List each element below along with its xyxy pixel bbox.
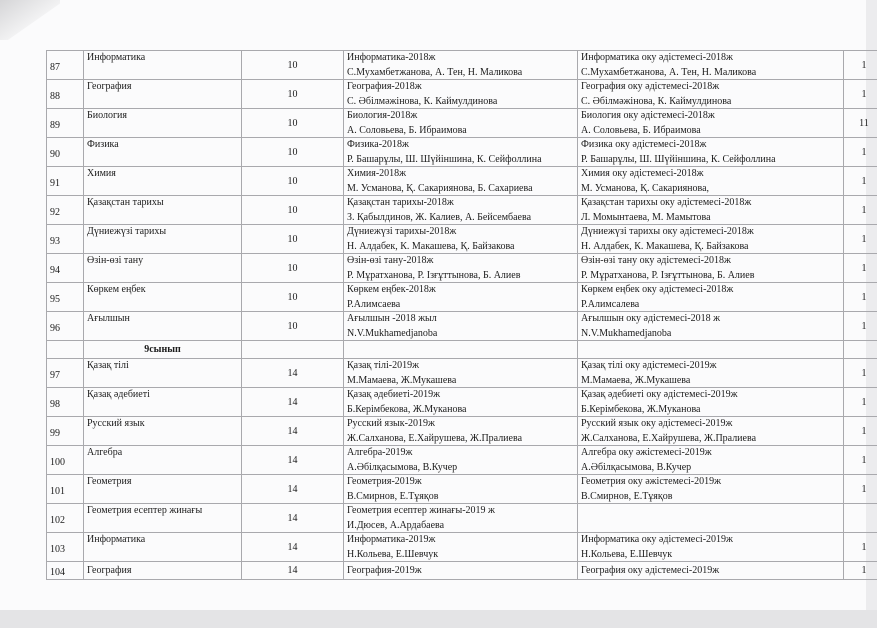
textbook-title: Дүниежүзі тарихы-2018ж [347, 226, 457, 237]
count-cell: 10 [242, 254, 344, 283]
guide-title: География оку әдістемесі-2019ж [578, 562, 844, 580]
count-cell: 14 [242, 417, 344, 446]
count-cell: 10 [242, 225, 344, 254]
quantity-cell [844, 504, 877, 533]
table-row [47, 446, 877, 475]
guide-title: Биология оку әдістемесі-2018ж [581, 110, 715, 121]
table-row [47, 504, 877, 533]
textbook-cell [344, 283, 578, 312]
textbook-authors: Н.Кольева, Е.Шевчук [347, 549, 439, 560]
textbook-table [46, 50, 877, 580]
guide-authors: А. Соловьева, Б. Ибраимова [581, 125, 701, 136]
table-row [47, 109, 877, 138]
textbook-title: Қазақ әдебиеті-2019ж [347, 389, 441, 400]
textbook-cell [344, 80, 578, 109]
guide-authors: Б.Керімбекова, Ж.Муканова [581, 404, 701, 415]
guide-title: Геометрия оку әжістемесі-2019ж [581, 476, 722, 487]
last-row-group [47, 562, 877, 580]
row-number: 89 [47, 109, 84, 138]
quantity-cell: 1 [844, 388, 877, 417]
guide-authors: С.Мухамбетжанова, А. Тен, Н. Маликова [581, 67, 757, 78]
count-cell: 10 [242, 196, 344, 225]
textbook-title: Русский язык-2019ж [347, 418, 435, 429]
subject-cell: Информатика [84, 51, 242, 80]
row-number: 87 [47, 51, 84, 80]
textbook-cell [344, 359, 578, 388]
count-cell: 10 [242, 109, 344, 138]
subject-cell: Өзін-өзі тану [84, 254, 242, 283]
table-row [47, 417, 877, 446]
guide-title: Информатика оку әдістемесі-2019ж [581, 534, 733, 545]
row-number: 104 [47, 562, 84, 580]
textbook-title: Алгебра-2019ж [347, 447, 413, 458]
quantity-cell: 1 [844, 475, 877, 504]
count-cell: 14 [242, 475, 344, 504]
textbook-authors: А.Әбілқасымова, В.Кучер [347, 462, 458, 473]
guide-authors: Р. Башарұлы, Ш. Шүйіншина, К. Сейфоллина [581, 154, 776, 165]
count-cell: 14 [242, 562, 344, 580]
textbook-authors: N.V.Mukhamedjanoba [347, 328, 438, 339]
quantity-cell: 1 [844, 138, 877, 167]
textbook-authors: Б.Керімбекова, Ж.Муканова [347, 404, 467, 415]
guide-authors: В.Смирнов, Е.Тұяқов [581, 491, 673, 502]
table-row [47, 562, 877, 580]
textbook-title: Өзін-өзі тану-2018ж [347, 255, 434, 266]
subject-cell: Информатика [84, 533, 242, 562]
guide-authors: М. Усманова, Қ. Сакариянова, [581, 183, 710, 194]
guide-cell [578, 138, 844, 167]
textbook-cell [344, 446, 578, 475]
quantity-cell: 1 [844, 283, 877, 312]
guide-cell [578, 388, 844, 417]
guide-cell [578, 196, 844, 225]
table-row [47, 167, 877, 196]
guide-authors: С. Әбілмәжінова, К. Каймулдинова [581, 96, 732, 107]
section-empty-cell [47, 341, 84, 359]
subject-cell: География [84, 562, 242, 580]
guide-cell [578, 254, 844, 283]
guide-authors: Р. Мұратханова, Р. Ізғұттынова, Б. Алиев [581, 270, 755, 281]
textbook-cell [344, 388, 578, 417]
count-cell: 10 [242, 167, 344, 196]
table-row [47, 475, 877, 504]
textbook-authors: М. Усманова, Қ. Сакариянова, Б. Сахариева [347, 183, 533, 194]
guide-title: Ағылшын оку әдістемесі-2018 ж [581, 313, 721, 324]
guide-title: Химия оку әдістемесі-2018ж [581, 168, 704, 179]
row-number: 97 [47, 359, 84, 388]
row-number: 100 [47, 446, 84, 475]
count-cell: 14 [242, 446, 344, 475]
guide-title: Русский язык оку әдістемесі-2019ж [581, 418, 733, 429]
textbook-cell [344, 109, 578, 138]
count-cell: 14 [242, 388, 344, 417]
guide-cell [578, 225, 844, 254]
guide-cell [578, 167, 844, 196]
textbook-title: Информатика-2019ж [347, 534, 436, 545]
guide-title: Өзін-өзі тану оку әдістемесі-2018ж [581, 255, 731, 266]
textbook-authors: С.Мухамбетжанова, А. Тен, Н. Маликова [347, 67, 523, 78]
table-row [47, 196, 877, 225]
textbook-title: Биология-2018ж [347, 110, 418, 121]
textbook-cell [344, 475, 578, 504]
quantity-cell: 1 [844, 80, 877, 109]
textbook-cell [344, 51, 578, 80]
row-number: 99 [47, 417, 84, 446]
textbook-authors: Н. Алдабек, К. Макашева, Қ. Байзакова [347, 241, 515, 252]
section-empty-cell [344, 341, 578, 359]
textbook-title: Геометрия-2019ж [347, 476, 422, 487]
row-number: 95 [47, 283, 84, 312]
guide-cell [578, 533, 844, 562]
quantity-cell: 1 [844, 51, 877, 80]
guide-authors: А.Әбілқасымова, В.Кучер [581, 462, 692, 473]
textbook-title: Геометрия есептер жинағы-2019 ж [347, 505, 495, 516]
count-cell: 10 [242, 312, 344, 341]
guide-title: Дүниежүзі тарихы оку әдістемесі-2018ж [581, 226, 754, 237]
row-number: 92 [47, 196, 84, 225]
subject-cell: Қазақстан тарихы [84, 196, 242, 225]
row-number: 94 [47, 254, 84, 283]
count-cell: 14 [242, 533, 344, 562]
table-row [47, 312, 877, 341]
textbook-authors: Р. Башарұлы, Ш. Шүйіншина, К. Сейфоллина [347, 154, 542, 165]
quantity-cell: 1 [844, 562, 877, 580]
quantity-cell: 1 [844, 533, 877, 562]
guide-cell [578, 312, 844, 341]
subject-cell: Биология [84, 109, 242, 138]
quantity-cell: 1 [844, 312, 877, 341]
row-number: 103 [47, 533, 84, 562]
section-title: 9сынып [84, 341, 242, 359]
textbook-title: Көркем еңбек-2018ж [347, 284, 436, 295]
subject-cell: Ағылшын [84, 312, 242, 341]
textbook-title: Физика-2018ж [347, 139, 409, 150]
guide-cell [578, 283, 844, 312]
textbook-authors: С. Әбілмәжінова, К. Каймулдинова [347, 96, 498, 107]
subject-cell: Дүниежүзі тарихы [84, 225, 242, 254]
guide-cell [578, 51, 844, 80]
guide-title: Информатика оку әдістемесі-2018ж [581, 52, 733, 63]
textbook-title: Химия-2018ж [347, 168, 407, 179]
guide-cell [578, 359, 844, 388]
count-cell: 10 [242, 80, 344, 109]
textbook-authors: Р.Алимсаева [347, 299, 401, 310]
section-empty-cell [242, 341, 344, 359]
textbook-title: Қазақстан тарихы-2018ж [347, 197, 454, 208]
page-curl [0, 0, 60, 40]
textbook-cell [344, 504, 578, 533]
guide-authors: Н.Кольева, Е.Шевчук [581, 549, 673, 560]
textbook-title: Информатика-2018ж [347, 52, 436, 63]
table-row [47, 138, 877, 167]
section-row-group [47, 341, 877, 359]
guide-authors: М.Мамаева, Ж.Мукашева [581, 375, 691, 386]
textbook-cell [344, 225, 578, 254]
quantity-cell: 1 [844, 446, 877, 475]
guide-cell [578, 109, 844, 138]
row-number: 101 [47, 475, 84, 504]
subject-cell: Алгебра [84, 446, 242, 475]
textbook-authors: З. Қабылдинов, Ж. Калиев, А. Бейсембаева [347, 212, 532, 223]
guide-title: Қазақ әдебиеті оку әдістемесі-2019ж [581, 389, 738, 400]
table-row [47, 283, 877, 312]
subject-cell: Геометрия есептер жинағы [84, 504, 242, 533]
scan-edge-bottom [0, 610, 877, 628]
quantity-cell: 1 [844, 254, 877, 283]
row-number: 102 [47, 504, 84, 533]
row-number: 88 [47, 80, 84, 109]
guide-cell [578, 80, 844, 109]
textbook-authors: И.Дюсев, А.Ардабаева [347, 520, 445, 531]
guide-title: Қазақстан тарихы оку әдістемесі-2018ж [581, 197, 752, 208]
textbook-title: География-2018ж [347, 81, 422, 92]
table-row [47, 388, 877, 417]
count-cell: 10 [242, 51, 344, 80]
subject-cell: Көркем еңбек [84, 283, 242, 312]
section-empty-cell [844, 341, 877, 359]
guide-cell [578, 504, 844, 533]
textbook-title: Ағылшын -2018 жыл [347, 313, 437, 324]
subject-cell: Химия [84, 167, 242, 196]
grade-9-rows [47, 359, 877, 562]
textbook-cell [344, 196, 578, 225]
guide-cell [578, 475, 844, 504]
row-number: 90 [47, 138, 84, 167]
guide-title: Қазақ тілі оку әдістемесі-2019ж [581, 360, 717, 371]
textbook-cell [344, 254, 578, 283]
table-row [47, 80, 877, 109]
subject-cell: Физика [84, 138, 242, 167]
guide-cell [578, 446, 844, 475]
section-header-row [47, 341, 877, 359]
guide-authors: Р.Алимсалева [581, 299, 640, 310]
subject-cell: Геометрия [84, 475, 242, 504]
subject-cell: География [84, 80, 242, 109]
quantity-cell: 11 [844, 109, 877, 138]
count-cell: 10 [242, 283, 344, 312]
textbook-cell [344, 167, 578, 196]
quantity-cell: 1 [844, 225, 877, 254]
table-row [47, 359, 877, 388]
count-cell: 14 [242, 359, 344, 388]
row-number: 98 [47, 388, 84, 417]
textbook-cell [344, 417, 578, 446]
textbook-authors: Ж.Салханова, Е.Хайрушева, Ж.Пралиева [347, 433, 523, 444]
textbook-cell [344, 138, 578, 167]
textbook-authors: В.Смирнов, Е.Тұяқов [347, 491, 439, 502]
section-empty-cell [578, 341, 844, 359]
count-cell: 10 [242, 138, 344, 167]
guide-authors: Н. Алдабек, К. Макашева, Қ. Байзакова [581, 241, 749, 252]
table-row [47, 254, 877, 283]
row-number: 96 [47, 312, 84, 341]
count-cell: 14 [242, 504, 344, 533]
quantity-cell: 1 [844, 196, 877, 225]
grade-10-rows [47, 51, 877, 341]
table-row [47, 225, 877, 254]
quantity-cell: 1 [844, 417, 877, 446]
guide-title: Алгебра оку әжістемесі-2019ж [581, 447, 712, 458]
row-number: 93 [47, 225, 84, 254]
guide-cell [578, 417, 844, 446]
guide-title: География оку әдістемесі-2018ж [581, 81, 720, 92]
textbook-title: Қазақ тілі-2019ж [347, 360, 420, 371]
textbook-cell [344, 312, 578, 341]
guide-title: Көркем еңбек оку әдістемесі-2018ж [581, 284, 734, 295]
textbook-cell [344, 533, 578, 562]
quantity-cell: 1 [844, 359, 877, 388]
table-row [47, 51, 877, 80]
subject-cell: Қазақ әдебиеті [84, 388, 242, 417]
subject-cell: Русский язык [84, 417, 242, 446]
subject-cell: Қазақ тілі [84, 359, 242, 388]
textbook-authors: Р. Мұратханова, Р. Ізғұттынова, Б. Алиев [347, 270, 521, 281]
guide-title: Физика оку әдістемесі-2018ж [581, 139, 707, 150]
textbook-title: География-2019ж [344, 562, 578, 580]
guide-authors: Ж.Салханова, Е.Хайрушева, Ж.Пралиева [581, 433, 757, 444]
guide-authors: N.V.Mukhamedjanoba [581, 328, 672, 339]
guide-authors: Л. Момынтаева, М. Мамытова [581, 212, 711, 223]
textbook-authors: М.Мамаева, Ж.Мукашева [347, 375, 457, 386]
table-row [47, 533, 877, 562]
row-number: 91 [47, 167, 84, 196]
textbook-authors: А. Соловьева, Б. Ибраимова [347, 125, 467, 136]
quantity-cell: 1 [844, 167, 877, 196]
